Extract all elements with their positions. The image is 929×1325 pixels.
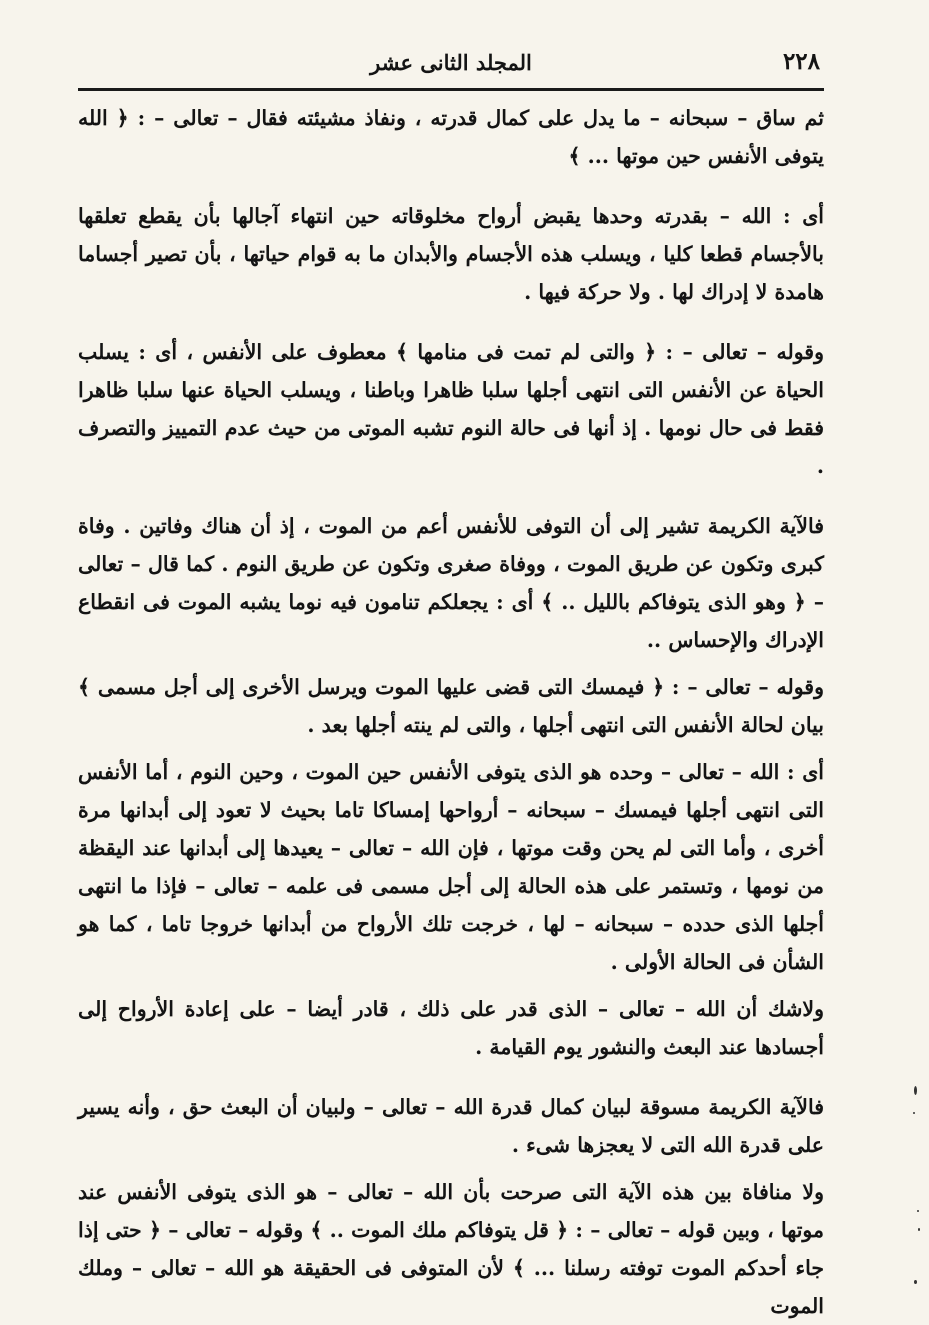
paragraph-1: ثم ساق – سبحانه – ما يدل على كمال قدرته ، ونفاذ مشيئته فقال – تعالى – : ﴿ الله يتوفى الأنفس حين موتها ... ﴾ xyxy=(78,106,824,168)
paragraph-5: وقوله – تعالى – : ﴿ فيمسك التى قضى عليها الموت ويرسل الأخرى إلى أجل مسمى ﴾ بيان لحالة الأنفس التى انتهى أجلها ، والتى لم ينته أجلها بعد . xyxy=(78,675,824,737)
scan-speck xyxy=(914,1280,917,1284)
scan-speck xyxy=(917,1210,919,1212)
paragraph-8: فالآية الكريمة مسوقة لبيان كمال قدرة الله – تعالى – ولبيان أن البعث حق ، وأنه يسير على قدرة الله التى لا يعجزها شىء . xyxy=(78,1095,824,1157)
book-page xyxy=(78,44,824,1318)
page-header xyxy=(78,44,824,91)
scan-margin-specks xyxy=(899,1080,929,1300)
paragraph-3: وقوله – تعالى – : ﴿ والتى لم تمت فى منامها ﴾ معطوف على الأنفس ، أى : يسلب الحياة عن الأنفس التى انتهى أجلها سلبا ظاهرا وباطنا ، ويسلب الحياة عنها سلبا ظاهرا فقط فى حال نومها . إذ أنها فى حالة النوم تشبه الموتى من حيث عدم التمييز والتصرف . xyxy=(78,340,824,478)
page-number: ٢٢٨ xyxy=(782,48,820,75)
paragraph-7: ولاشك أن الله – تعالى – الذى قدر على ذلك ، قادر أيضا – على إعادة الأرواح إلى أجسادها عند البعث والنشور يوم القيامة . xyxy=(78,997,824,1059)
page-body xyxy=(78,99,824,1325)
scan-speck xyxy=(918,1228,920,1231)
paragraph-4: فالآية الكريمة تشير إلى أن التوفى للأنفس أعم من الموت ، إذ أن هناك وفاتين . وفاة كبرى وتكون عن طريق الموت ، ووفاة صغرى وتكون عن طريق النوم . كما قال – تعالى – ﴿ وهو الذى يتوفاكم بالليل .. ﴾ أى : يجعلكم تنامون فيه نوما يشبه الموت فى انقطاع الإدراك والإحساس .. xyxy=(78,514,824,652)
paragraph-6: أى : الله – تعالى – وحده هو الذى يتوفى الأنفس حين الموت ، وحين النوم ، أما الأنفس التى انتهى أجلها فيمسك – سبحانه – أرواحها إمساكا تاما بحيث لا تعود إلى أبدانها مرة أخرى ، وأما التى لم يحن وقت موتها ، فإن الله – تعالى – يعيدها إلى أبدانها عند اليقظة من نومها ، وتستمر على هذه الحالة إلى أجل مسمى فى علمه – تعالى – فإذا ما انتهى أجلها الذى حدده – سبحانه – لها ، خرجت تلك الأرواح من أبدانها خروجا تاما ، كما هو الشأن فى الحالة الأولى . xyxy=(78,760,824,974)
paragraph-9: ولا منافاة بين هذه الآية التى صرحت بأن الله – تعالى – هو الذى يتوفى الأنفس عند موتها ، وبين قوله – تعالى – : ﴿ قل يتوفاكم ملك الموت .. ﴾ وقوله – تعالى – ﴿ حتى إذا جاء أحدكم الموت توفته رسلنا ... ﴾ لأن المتوفى فى الحقيقة هو الله – تعالى – وملك الموت xyxy=(78,1180,824,1318)
scan-speck xyxy=(914,1086,917,1095)
volume-title: المجلد الثانى عشر xyxy=(370,50,532,75)
scan-speck xyxy=(913,1112,915,1114)
paragraph-2: أى : الله – بقدرته وحدها يقبض أرواح مخلوقاته حين انتهاء آجالها بأن يقطع تعلقها بالأجسام قطعا كليا ، ويسلب هذه الأجسام والأبدان ما به قوام حياتها ، بأن تصير أجساما هامدة لا إدراك لها . ولا حركة فيها . xyxy=(78,204,824,304)
